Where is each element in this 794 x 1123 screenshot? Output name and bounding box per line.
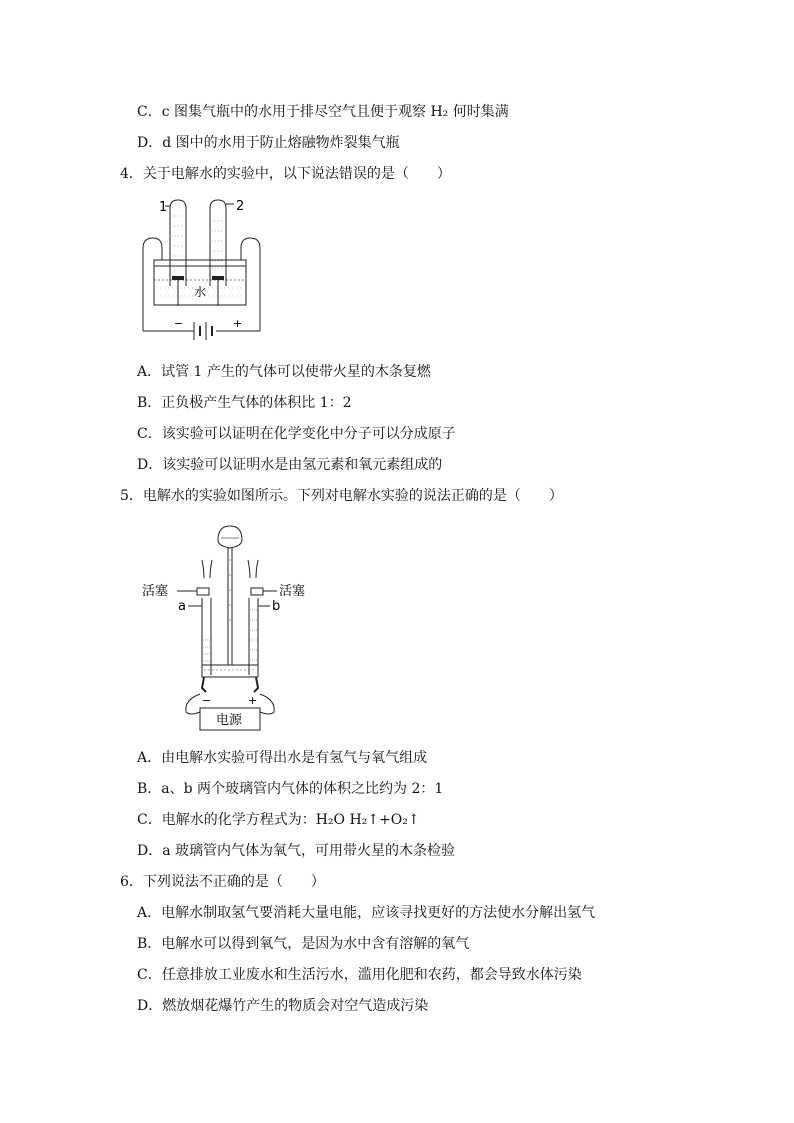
q4-tube1-label: 1 — [159, 200, 168, 215]
q5-option-c: C．电解水的化学方程式为：H₂O H₂↑+O₂↑ — [137, 812, 420, 828]
q5-neg-label: − — [202, 694, 212, 707]
q4-stem: 4．关于电解水的实验中，以下说法错误的是（ ） — [120, 166, 451, 182]
q4-water-label: 水 — [194, 285, 207, 299]
q5-tube-a-label: a — [178, 599, 186, 614]
q4-option-b: B．正负极产生气体的体积比 1：2 — [137, 395, 352, 411]
q5-option-b: B．a、b 两个玻璃管内气体的体积之比约为 2：1 — [137, 781, 444, 797]
q4-pos-label: + — [233, 317, 243, 330]
q4-option-c: C．该实验可以证明在化学变化中分子可以分成原子 — [137, 426, 456, 442]
prev-option-c: C．c 图集气瓶中的水用于排尽空气且便于观察 H₂ 何时集满 — [137, 104, 509, 120]
q5-stem: 5．电解水的实验如图所示。下列对电解水实验的说法正确的是（ ） — [120, 488, 563, 504]
q4-option-a: A．试管 1 产生的气体可以使带火星的木条复燃 — [137, 364, 431, 380]
q5-power-label: 电源 — [216, 713, 243, 728]
q4-electrolysis-figure — [138, 196, 268, 346]
q5-option-a: A．由电解水实验可得出水是有氢气与氧气组成 — [137, 750, 428, 766]
q4-tube2-label: 2 — [236, 199, 245, 214]
q6-option-a: A．电解水制取氢气要消耗大量电能，应该寻找更好的方法使水分解出氢气 — [137, 905, 596, 921]
q4-option-d: D．该实验可以证明水是由氢元素和氧元素组成的 — [137, 457, 443, 473]
q5-valve-left-label: 活塞 — [142, 584, 169, 599]
q5-pos-label: + — [248, 694, 258, 707]
q5-electrolysis-figure — [140, 520, 320, 735]
q4-neg-label: − — [174, 317, 184, 330]
q6-option-b: B．电解水可以得到氧气，是因为水中含有溶解的氧气 — [137, 936, 470, 952]
q5-option-d: D．a 玻璃管内气体为氧气，可用带火星的木条检验 — [137, 843, 456, 859]
q6-option-c: C．任意排放工业废水和生活污水，滥用化肥和农药，都会导致水体污染 — [137, 967, 582, 983]
q5-tube-b-label: b — [272, 599, 281, 614]
q6-stem: 6．下列说法不正确的是（ ） — [120, 874, 325, 890]
q6-option-d: D．燃放烟花爆竹产生的物质会对空气造成污染 — [137, 998, 429, 1014]
prev-option-d: D．d 图中的水用于防止熔融物炸裂集气瓶 — [137, 135, 400, 151]
q5-valve-right-label: 活塞 — [279, 584, 306, 599]
